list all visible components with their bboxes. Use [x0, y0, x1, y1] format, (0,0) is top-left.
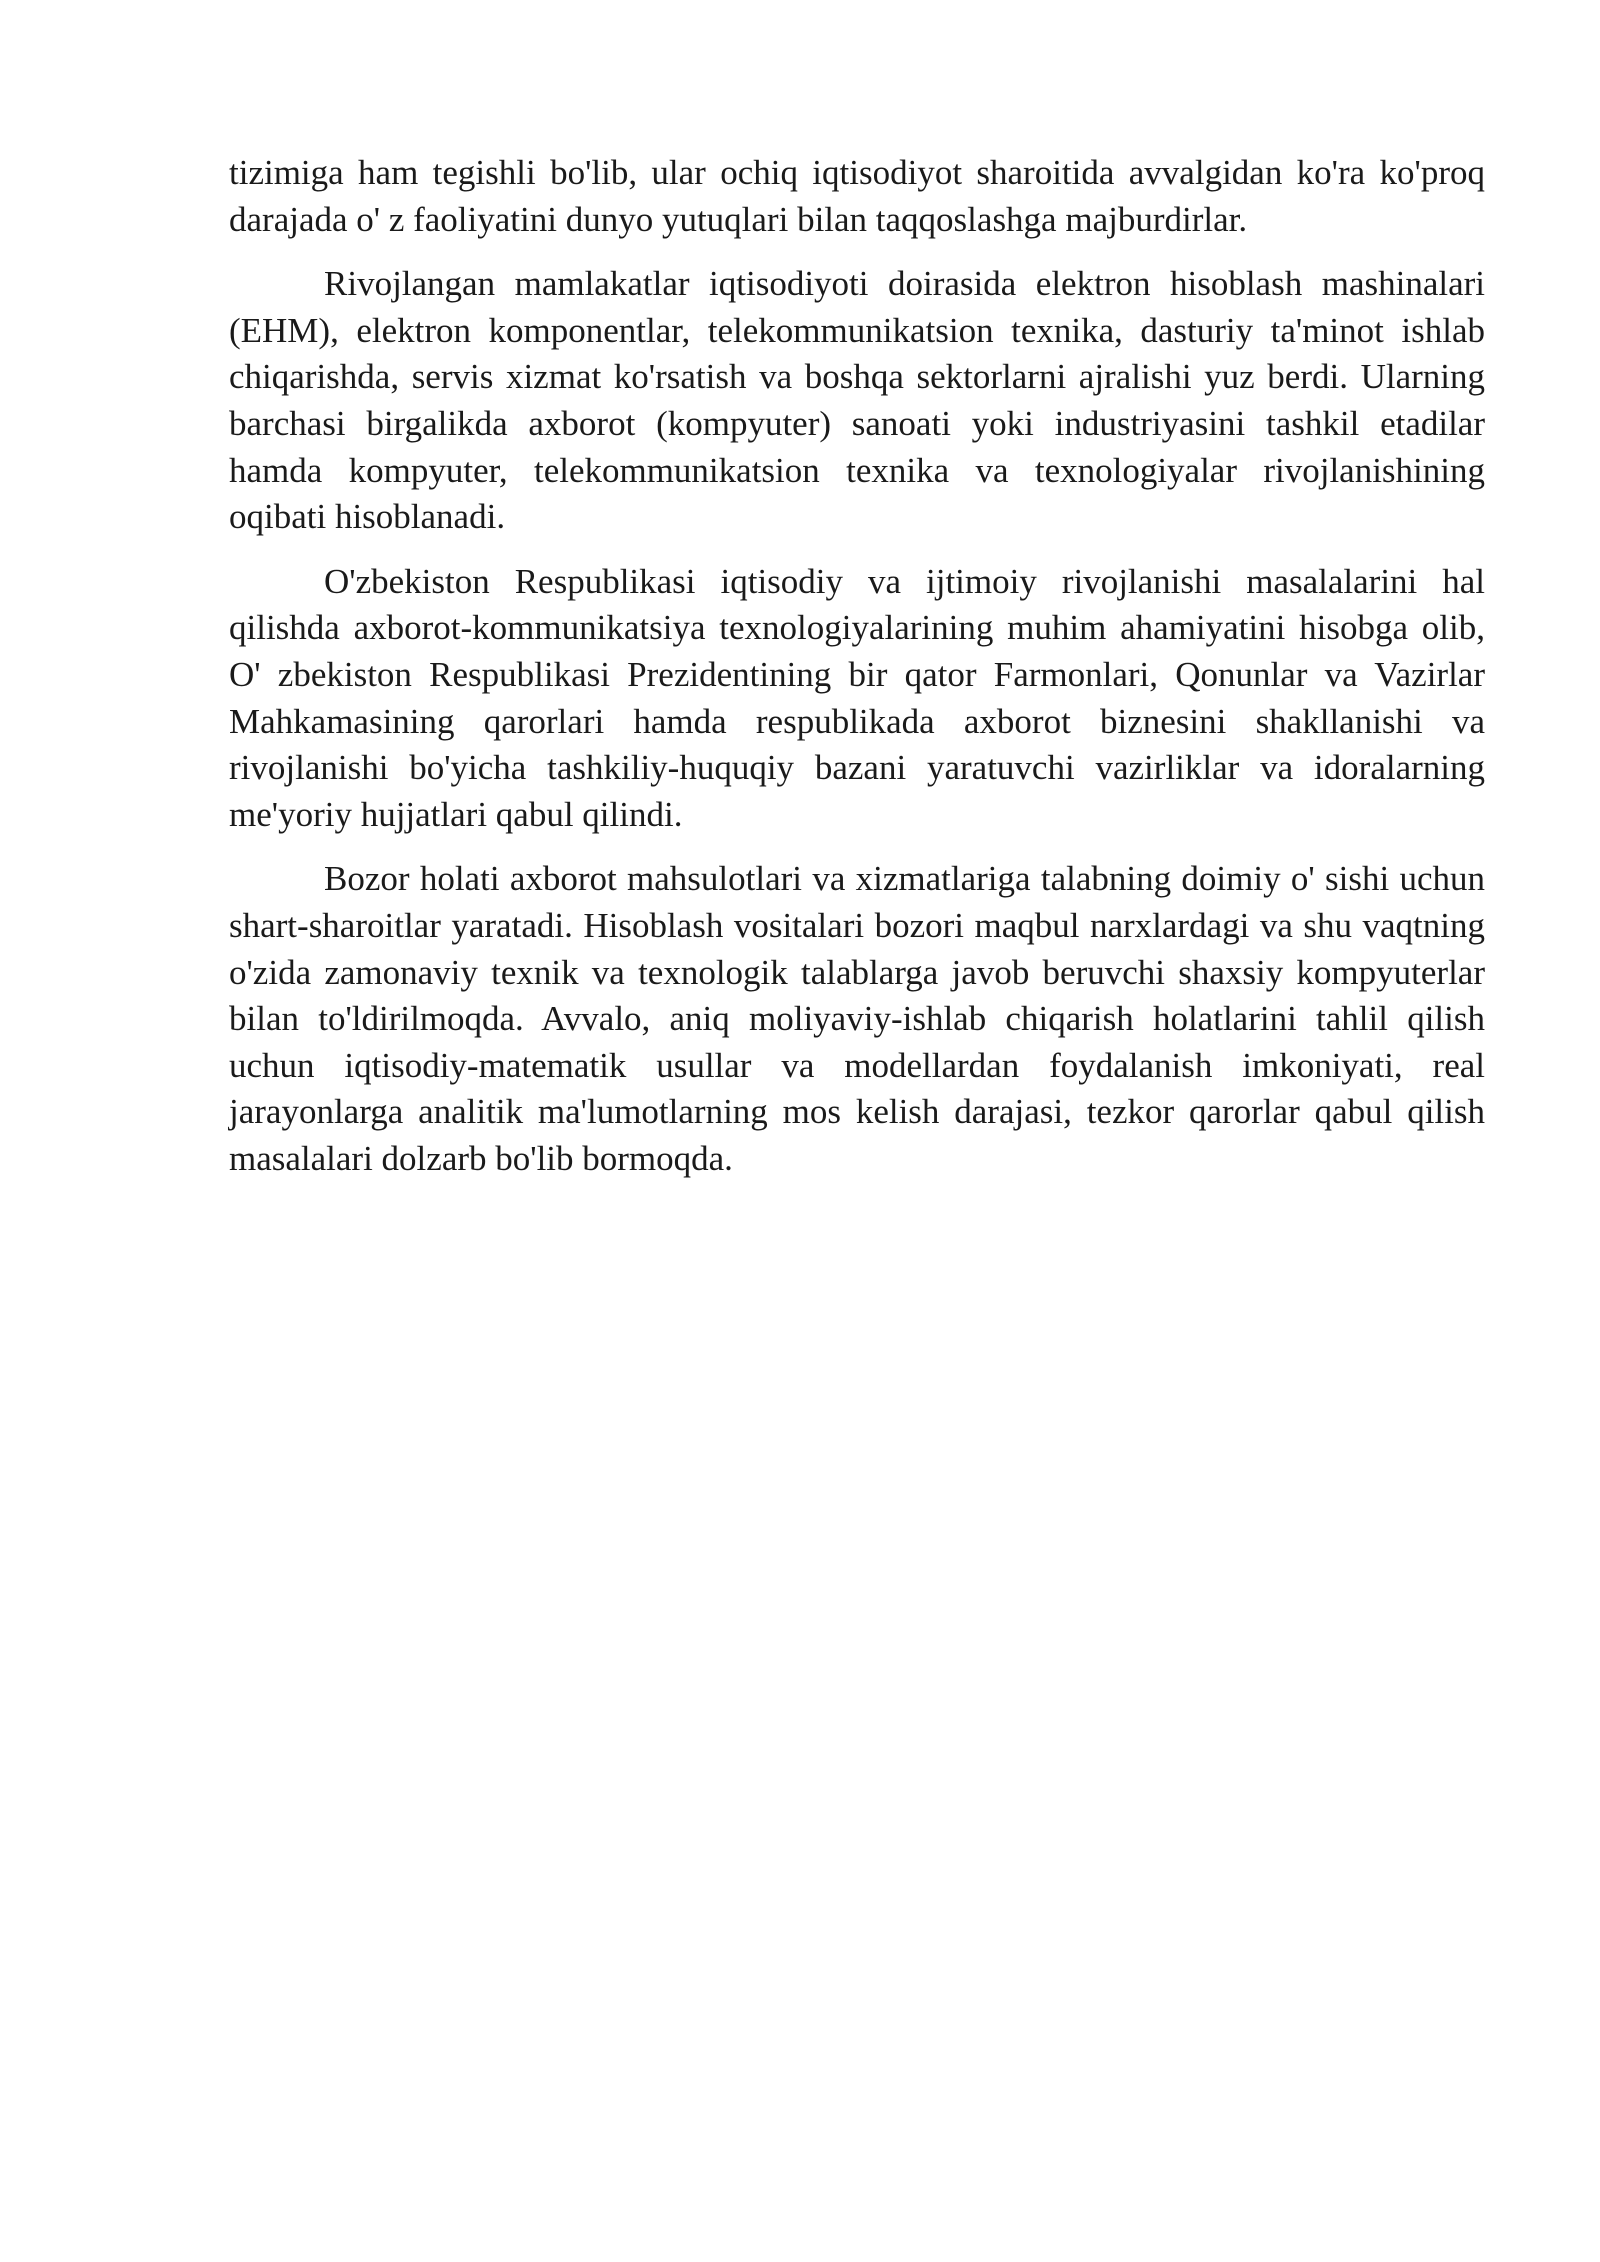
document-body	[229, 150, 1485, 1200]
paragraph-4: Bozor holati axborot mahsulotlari va xizmatlariga talabning doimiy o' sishi uchun shart-sharoitlar yaratadi. Hisoblash vositalari bozori maqbul narxlardagi va shu vaqtning o'zida zamonaviy texnik va texnologik talablarga javob beruvchi shaxsiy kompyuterlar bilan to'ldirilmoqda. Avvalo, aniq moliyaviy-ishlab chiqarish holatlarini tahlil qilish uchun iqtisodiy-matematik usullar va modellardan foydalanish imkoniyati, real jarayonlarga analitik ma'lumotlarning mos kelish darajasi, tezkor qarorlar qabul qilish masalalari dolzarb bo'lib bormoqda.	[229, 859, 1485, 1178]
paragraph-2: Rivojlangan mamlakatlar iqtisodiyoti doirasida elektron hisoblash mashinalari (EHM), elektron komponentlar, telekommunikatsion texnika, dasturiy ta'minot ishlab chiqarishda, servis xizmat ko'rsatish va boshqa sektorlarni ajralishi yuz berdi. Ularning barchasi birgalikda axborot (kompyuter) sanoati yoki industriyasini tashkil etadilar hamda kompyuter, telekommunikatsion texnika va texnologiyalar rivojlanishining oqibati hisoblanadi.	[229, 264, 1485, 537]
paragraph-1: tizimiga ham tegishli bo'lib, ular ochiq iqtisodiyot sharoitida avvalgidan ko'ra ko'proq darajada o' z faoliyatini dunyo yutuqlari bilan taqqoslashga majburdirlar.	[229, 153, 1485, 239]
paragraph-3: O'zbekiston Respublikasi iqtisodiy va ijtimoiy rivojlanishi masalalarini hal qilishda axborot-kommunikatsiya texnologiyalarining muhim ahamiyatini hisobga olib, O' zbekiston Respublikasi Prezidentining bir qator Farmonlari, Qonunlar va Vazirlar Mahkamasining qarorlari hamda respublikada axborot biznesini shakllanishi va rivojlanishi bo'yicha tashkiliy-huquqiy bazani yaratuvchi vazirliklar va idoralarning me'yoriy hujjatlari qabul qilindi.	[229, 561, 1485, 834]
